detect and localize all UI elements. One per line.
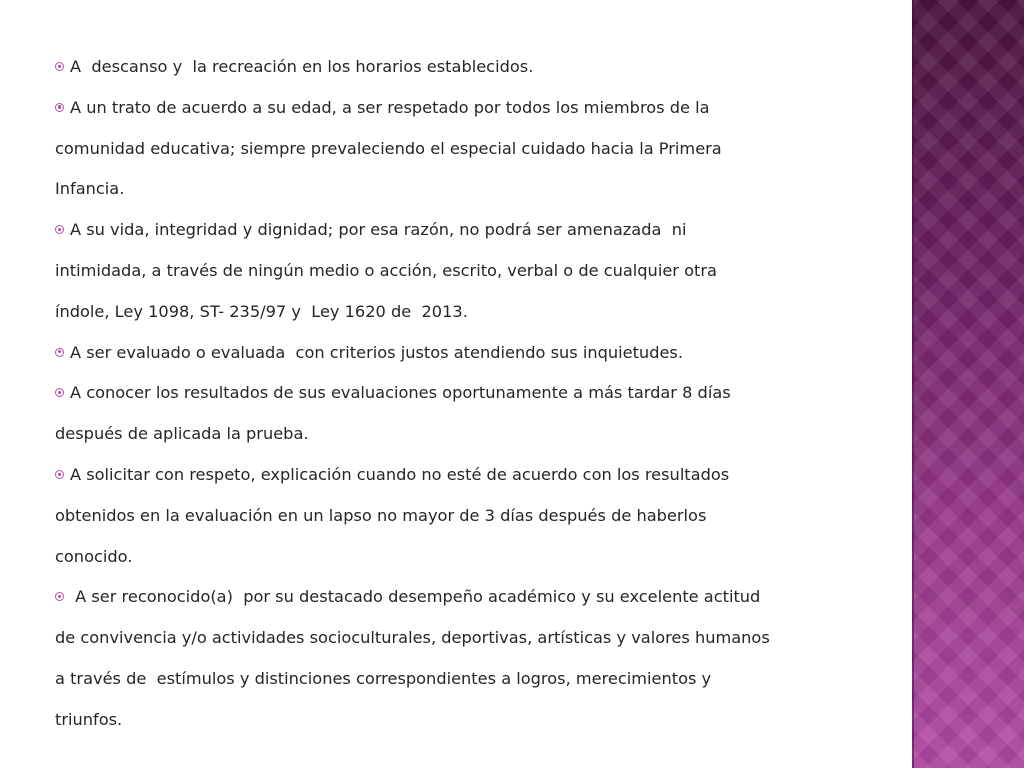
- radio-bullet-icon: [55, 592, 64, 601]
- bullet-item-text: A ser reconocido(a) por su destacado desempeño académico y su excelente actitud de convivencia y/o actividades socioculturales, deportivas, artísticas y valores humanos a través de estímulos y distinciones correspondientes a logros, merecimientos y triunfos.: [55, 587, 770, 729]
- side-band-edge: [912, 0, 914, 768]
- bullet-item-text: A un trato de acuerdo a su edad, a ser respetado por todos los miembros de la comunidad educativa; siempre prevaleciendo el especial cuidado hacia la Primera Infancia.: [55, 97, 722, 199]
- radio-bullet-icon: [55, 348, 64, 357]
- bullet-item-7: [55, 577, 855, 740]
- bullet-list: [55, 47, 855, 741]
- bullet-item-text: A ser evaluado o evaluada con criterios justos atendiendo sus inquietudes.: [70, 342, 684, 362]
- bullet-item-text: A descanso y la recreación en los horarios establecidos.: [70, 57, 534, 76]
- bullet-item-3: [55, 210, 855, 332]
- bullet-item-text: A solicitar con respeto, explicación cuando no esté de acuerdo con los resultados obtenidos en la evaluación en un lapso no mayor de 3 días después de haberlos conocido.: [55, 464, 730, 566]
- decorative-side-band: [912, 0, 1024, 768]
- radio-bullet-icon: [55, 62, 64, 71]
- bullet-item-1: [55, 47, 855, 88]
- radio-bullet-icon: [55, 470, 64, 479]
- bullet-item-text: A conocer los resultados de sus evaluaciones oportunamente a más tardar 8 días después de aplicada la prueba.: [55, 383, 731, 444]
- bullet-item-5: [55, 373, 855, 455]
- radio-bullet-icon: [55, 103, 64, 112]
- bullet-item-4: [55, 333, 855, 374]
- radio-bullet-icon: [55, 388, 64, 397]
- radio-bullet-icon: [55, 225, 64, 234]
- bullet-item-2: [55, 88, 855, 210]
- bullet-item-text: A su vida, integridad y dignidad; por esa razón, no podrá ser amenazada ni intimidada, a través de ningún medio o acción, escrito, verbal o de cualquier otra índole, Ley 1098, ST- 235/97 y Ley 1620 de 2013.: [55, 220, 717, 321]
- bullet-item-6: [55, 455, 855, 577]
